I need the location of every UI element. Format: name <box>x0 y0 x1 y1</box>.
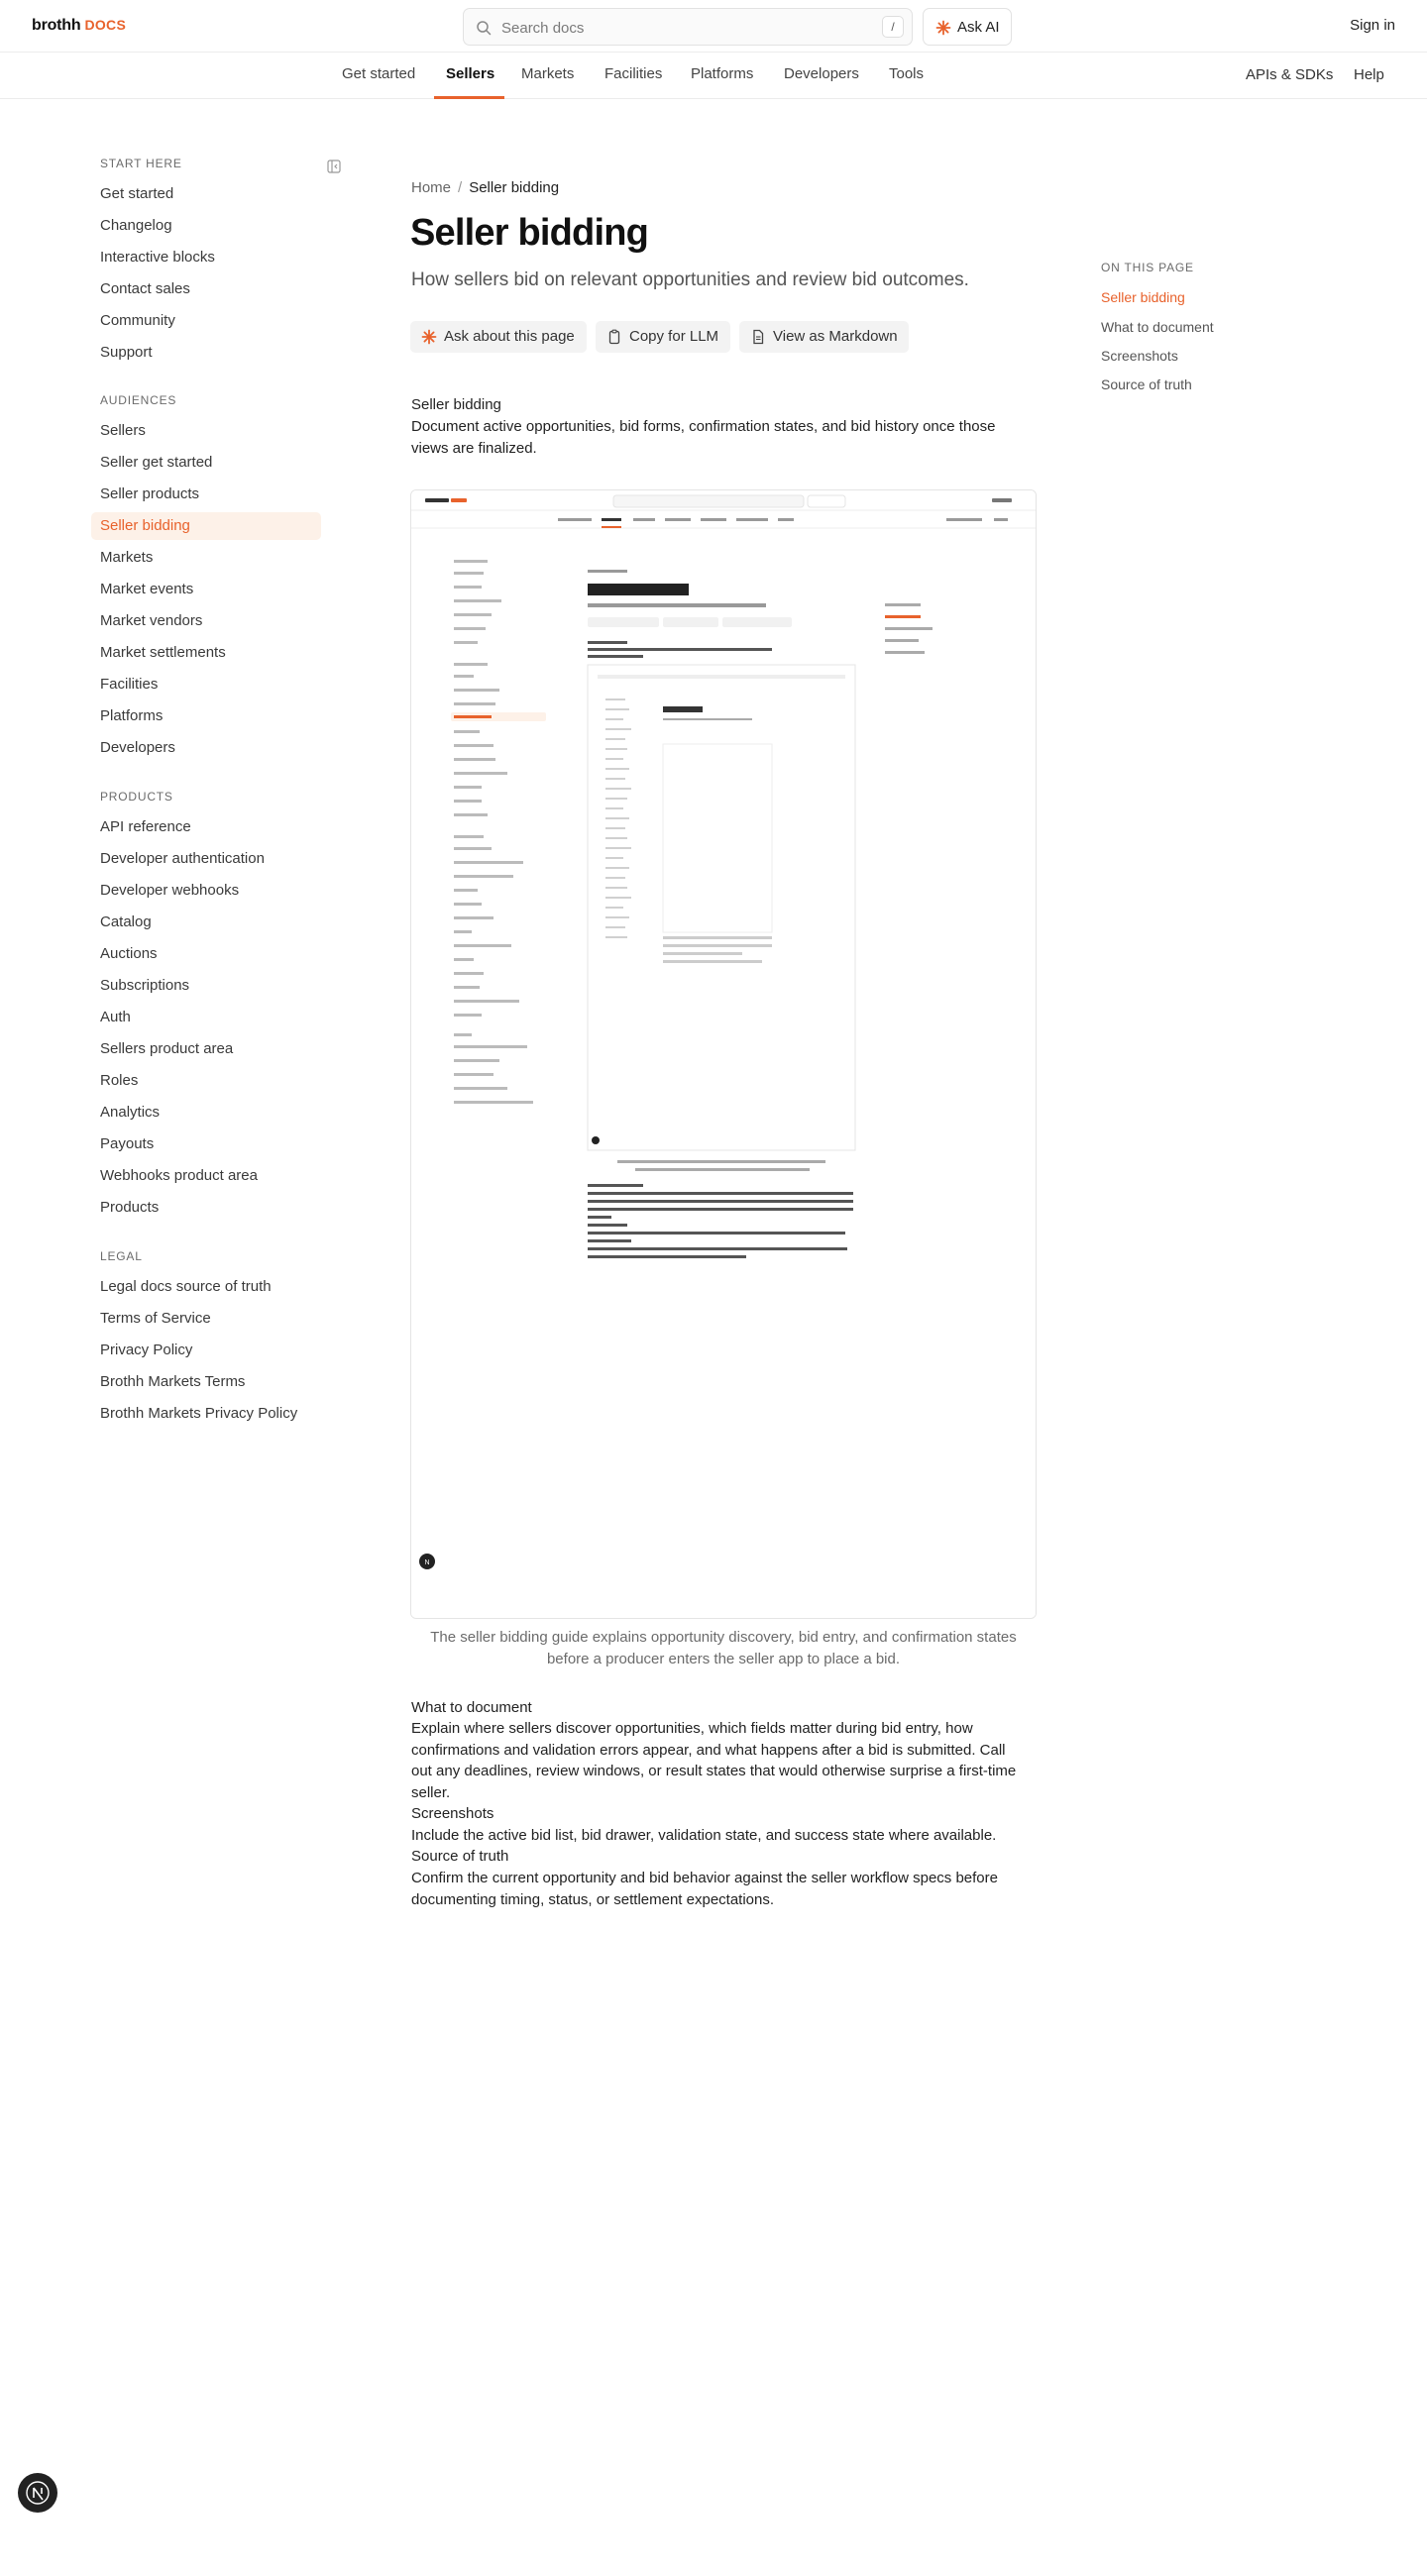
toc-item-what-to-document[interactable]: What to document <box>1101 319 1214 335</box>
sidebar-section-title: LEGAL <box>100 1249 143 1263</box>
sidebar-item-products[interactable]: Products <box>100 1199 160 1216</box>
sidebar-item-get-started[interactable]: Get started <box>100 185 174 202</box>
sidebar-item-facilities[interactable]: Facilities <box>100 676 159 693</box>
breadcrumb-separator: / <box>458 179 463 196</box>
screenshot-thumbnail <box>411 490 1037 1619</box>
tab-sellers[interactable]: Sellers <box>446 65 495 82</box>
page-screenshot-image <box>410 489 1037 1619</box>
sidebar-item-webhooks-product-area[interactable]: Webhooks product area <box>100 1167 258 1184</box>
toc-title: ON THIS PAGE <box>1101 261 1194 274</box>
sparkle-icon <box>935 20 951 36</box>
breadcrumb-home[interactable]: Home <box>411 179 452 196</box>
sidebar-item-catalog[interactable]: Catalog <box>100 913 152 930</box>
sidebar-item-markets[interactable]: Markets <box>100 549 154 566</box>
sidebar-item-sellers-product-area[interactable]: Sellers product area <box>100 1040 234 1057</box>
ask-about-page-label: Ask about this page <box>444 328 575 345</box>
toc-item-screenshots[interactable]: Screenshots <box>1101 348 1178 364</box>
sidebar-item-markets-terms[interactable]: Brothh Markets Terms <box>100 1373 246 1390</box>
ask-ai-label: Ask AI <box>957 19 1000 36</box>
sidebar-item-auctions[interactable]: Auctions <box>100 945 158 962</box>
intro-body: Document active opportunities, bid forms, confirmation states, and bid history once those views are finalized. <box>411 418 996 457</box>
section-body: Explain where sellers discover opportunities, which fields matter during bid entry, how confirmations and validation errors appear, and what happens after a bid is submitted. Call out any deadlines, review windows, or result states that would otherwise surprise a first-time seller. <box>411 1720 1017 1801</box>
breadcrumb <box>411 179 559 196</box>
tab-markets[interactable]: Markets <box>521 65 575 82</box>
sidebar-item-support[interactable]: Support <box>100 344 153 361</box>
sidebar-item-seller-products[interactable]: Seller products <box>100 485 200 502</box>
sign-in-link[interactable]: Sign in <box>1350 17 1395 34</box>
brand-suffix: DOCS <box>84 17 127 33</box>
nextjs-dev-button[interactable] <box>18 2473 57 2513</box>
sidebar-item-markets-privacy[interactable]: Brothh Markets Privacy Policy <box>100 1405 298 1422</box>
ask-about-page-button[interactable] <box>410 321 587 353</box>
sidebar-item-developer-webhooks[interactable]: Developer webhooks <box>100 882 240 899</box>
clipboard-icon <box>606 329 622 345</box>
sidebar-item-developers[interactable]: Developers <box>100 739 175 756</box>
section-body: Include the active bid list, bid drawer, validation state, and success state where available. <box>411 1827 997 1844</box>
sidebar-item-auth[interactable]: Auth <box>100 1009 131 1025</box>
tab-platforms[interactable]: Platforms <box>691 65 754 82</box>
search-input[interactable] <box>463 8 913 46</box>
view-markdown-button[interactable] <box>739 321 909 353</box>
intro-heading: Seller bidding <box>411 396 501 413</box>
copy-for-llm-label: Copy for LLM <box>629 328 719 345</box>
search-placeholder: Search docs <box>501 20 585 37</box>
breadcrumb-current: Seller bidding <box>469 179 560 196</box>
sidebar-item-roles[interactable]: Roles <box>100 1072 139 1089</box>
page-subtitle: How sellers bid on relevant opportunities and review bid outcomes. <box>411 269 969 290</box>
sidebar-section-title: AUDIENCES <box>100 393 177 407</box>
toc-item-seller-bidding[interactable]: Seller bidding <box>1101 289 1185 305</box>
brand-name: brothh <box>32 17 81 34</box>
sparkle-icon <box>421 329 437 345</box>
section-body: Confirm the current opportunity and bid behavior against the seller workflow specs before documenting timing, status, or settlement expectations. <box>411 1870 998 1908</box>
sidebar-section-title: START HERE <box>100 157 182 170</box>
sidebar-item-developer-authentication[interactable]: Developer authentication <box>100 850 265 867</box>
sidebar-item-subscriptions[interactable]: Subscriptions <box>100 977 190 994</box>
sidebar-item-interactive-blocks[interactable]: Interactive blocks <box>100 249 215 266</box>
search-icon <box>476 20 492 36</box>
sidebar-item-api-reference[interactable]: API reference <box>100 818 191 835</box>
ask-ai-button[interactable] <box>923 8 1012 46</box>
nextjs-icon <box>18 2473 57 2513</box>
sidebar-item-seller-get-started[interactable]: Seller get started <box>100 454 213 471</box>
sidebar-collapse-icon[interactable] <box>327 160 341 173</box>
sidebar-item-privacy-policy[interactable]: Privacy Policy <box>100 1342 193 1358</box>
sidebar-item-legal-docs[interactable]: Legal docs source of truth <box>100 1278 272 1295</box>
apis-sdks-link[interactable]: APIs & SDKs <box>1246 66 1334 83</box>
sidebar-item-analytics[interactable]: Analytics <box>100 1104 161 1121</box>
sidebar-item-market-events[interactable]: Market events <box>100 581 194 597</box>
screenshot-caption: The seller bidding guide explains opportunity discovery, bid entry, and confirmation states before a producer enters the seller app to place a bid. <box>430 1629 1017 1667</box>
brand-logo[interactable] <box>32 17 126 35</box>
tab-tools[interactable]: Tools <box>889 65 925 82</box>
sidebar-section-title: PRODUCTS <box>100 790 173 804</box>
sidebar-item-sellers[interactable]: Sellers <box>100 422 146 439</box>
section-heading: Screenshots <box>411 1805 494 1822</box>
section-nav <box>0 53 1427 99</box>
page-title: Seller bidding <box>410 212 649 254</box>
sidebar-item-market-vendors[interactable]: Market vendors <box>100 612 203 629</box>
sidebar-item-community[interactable]: Community <box>100 312 175 329</box>
sidebar-item-market-settlements[interactable]: Market settlements <box>100 644 226 661</box>
view-markdown-label: View as Markdown <box>773 328 898 345</box>
tab-developers[interactable]: Developers <box>784 65 859 82</box>
sidebar-item-contact-sales[interactable]: Contact sales <box>100 280 190 297</box>
search-shortcut: / <box>882 16 904 38</box>
section-heading: Source of truth <box>411 1848 509 1865</box>
tab-facilities[interactable]: Facilities <box>604 65 663 82</box>
sidebar-item-platforms[interactable]: Platforms <box>100 707 164 724</box>
toc-item-source-of-truth[interactable]: Source of truth <box>1101 376 1192 392</box>
copy-for-llm-button[interactable] <box>596 321 730 353</box>
help-link[interactable]: Help <box>1354 66 1384 83</box>
active-tab-indicator <box>434 96 504 99</box>
top-bar <box>0 0 1427 53</box>
section-heading: What to document <box>411 1699 532 1716</box>
sidebar-item-terms-of-service[interactable]: Terms of Service <box>100 1310 211 1327</box>
svg-text:N: N <box>424 1559 430 1566</box>
sidebar-item-changelog[interactable]: Changelog <box>100 217 172 234</box>
sidebar-item-payouts[interactable]: Payouts <box>100 1135 155 1152</box>
tab-get-started[interactable]: Get started <box>342 65 416 82</box>
sidebar-item-seller-bidding[interactable]: Seller bidding <box>91 512 321 540</box>
file-icon <box>750 329 766 345</box>
